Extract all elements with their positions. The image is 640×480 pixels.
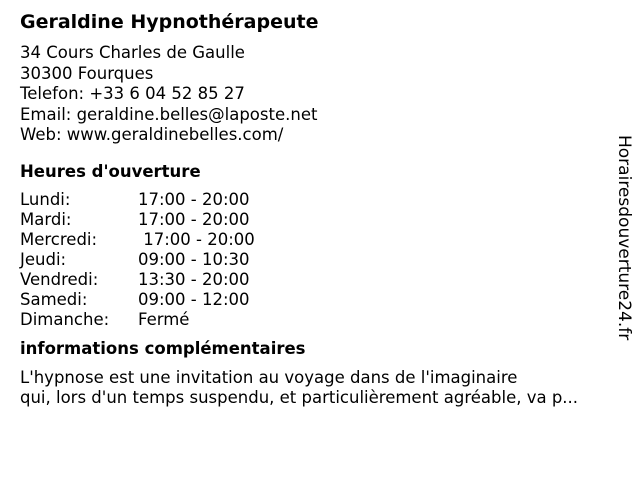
hours-row-lundi bbox=[20, 190, 610, 210]
phone-text: Telefon: +33 6 04 52 85 27 bbox=[20, 84, 245, 103]
hours-time: 09:00 - 10:30 bbox=[138, 249, 250, 269]
hours-row-jeudi bbox=[20, 250, 610, 270]
hours-day: Lundi: bbox=[20, 189, 71, 209]
website-text: Web: www.geraldinebelles.com/ bbox=[20, 125, 284, 144]
business-card bbox=[20, 9, 610, 409]
hours-time: Fermé bbox=[138, 309, 190, 329]
hours-time: 13:30 - 20:00 bbox=[138, 269, 250, 289]
hours-row-dimanche bbox=[20, 310, 610, 330]
site-watermark: Horairesdouverture24.fr bbox=[614, 135, 634, 341]
address-street: 34 Cours Charles de Gaulle bbox=[20, 43, 245, 62]
description-line: L'hypnose est une invitation au voyage dans de l'imaginaire bbox=[20, 367, 518, 387]
hours-table bbox=[20, 190, 610, 330]
email-text: Email: geraldine.belles@laposte.net bbox=[20, 104, 318, 124]
hours-day: Samedi: bbox=[20, 289, 88, 309]
info-heading: informations complémentaires bbox=[20, 338, 306, 358]
hours-row-mardi bbox=[20, 210, 610, 230]
hours-time: 17:00 - 20:00 bbox=[138, 209, 250, 229]
hours-day: Mardi: bbox=[20, 209, 72, 229]
hours-day: Mercredi: bbox=[20, 229, 98, 249]
hours-day: Vendredi: bbox=[20, 269, 99, 289]
contact-block bbox=[20, 43, 610, 146]
hours-day: Jeudi: bbox=[20, 249, 67, 269]
hours-heading: Heures d'ouverture bbox=[20, 161, 201, 181]
hours-row-samedi bbox=[20, 290, 610, 310]
hours-row-mercredi bbox=[20, 230, 610, 250]
hours-day: Dimanche: bbox=[20, 309, 110, 329]
hours-time: 09:00 - 12:00 bbox=[138, 289, 250, 309]
hours-row-vendredi bbox=[20, 270, 610, 290]
business-name: Geraldine Hypnothérapeute bbox=[20, 11, 319, 33]
info-description bbox=[20, 368, 610, 409]
address-city: 30300 Fourques bbox=[20, 63, 154, 83]
hours-time: 17:00 - 20:00 bbox=[138, 189, 250, 209]
description-line: qui, lors d'un temps suspendu, et particulièrement agréable, va p... bbox=[20, 388, 579, 407]
hours-time: 17:00 - 20:00 bbox=[138, 229, 255, 249]
